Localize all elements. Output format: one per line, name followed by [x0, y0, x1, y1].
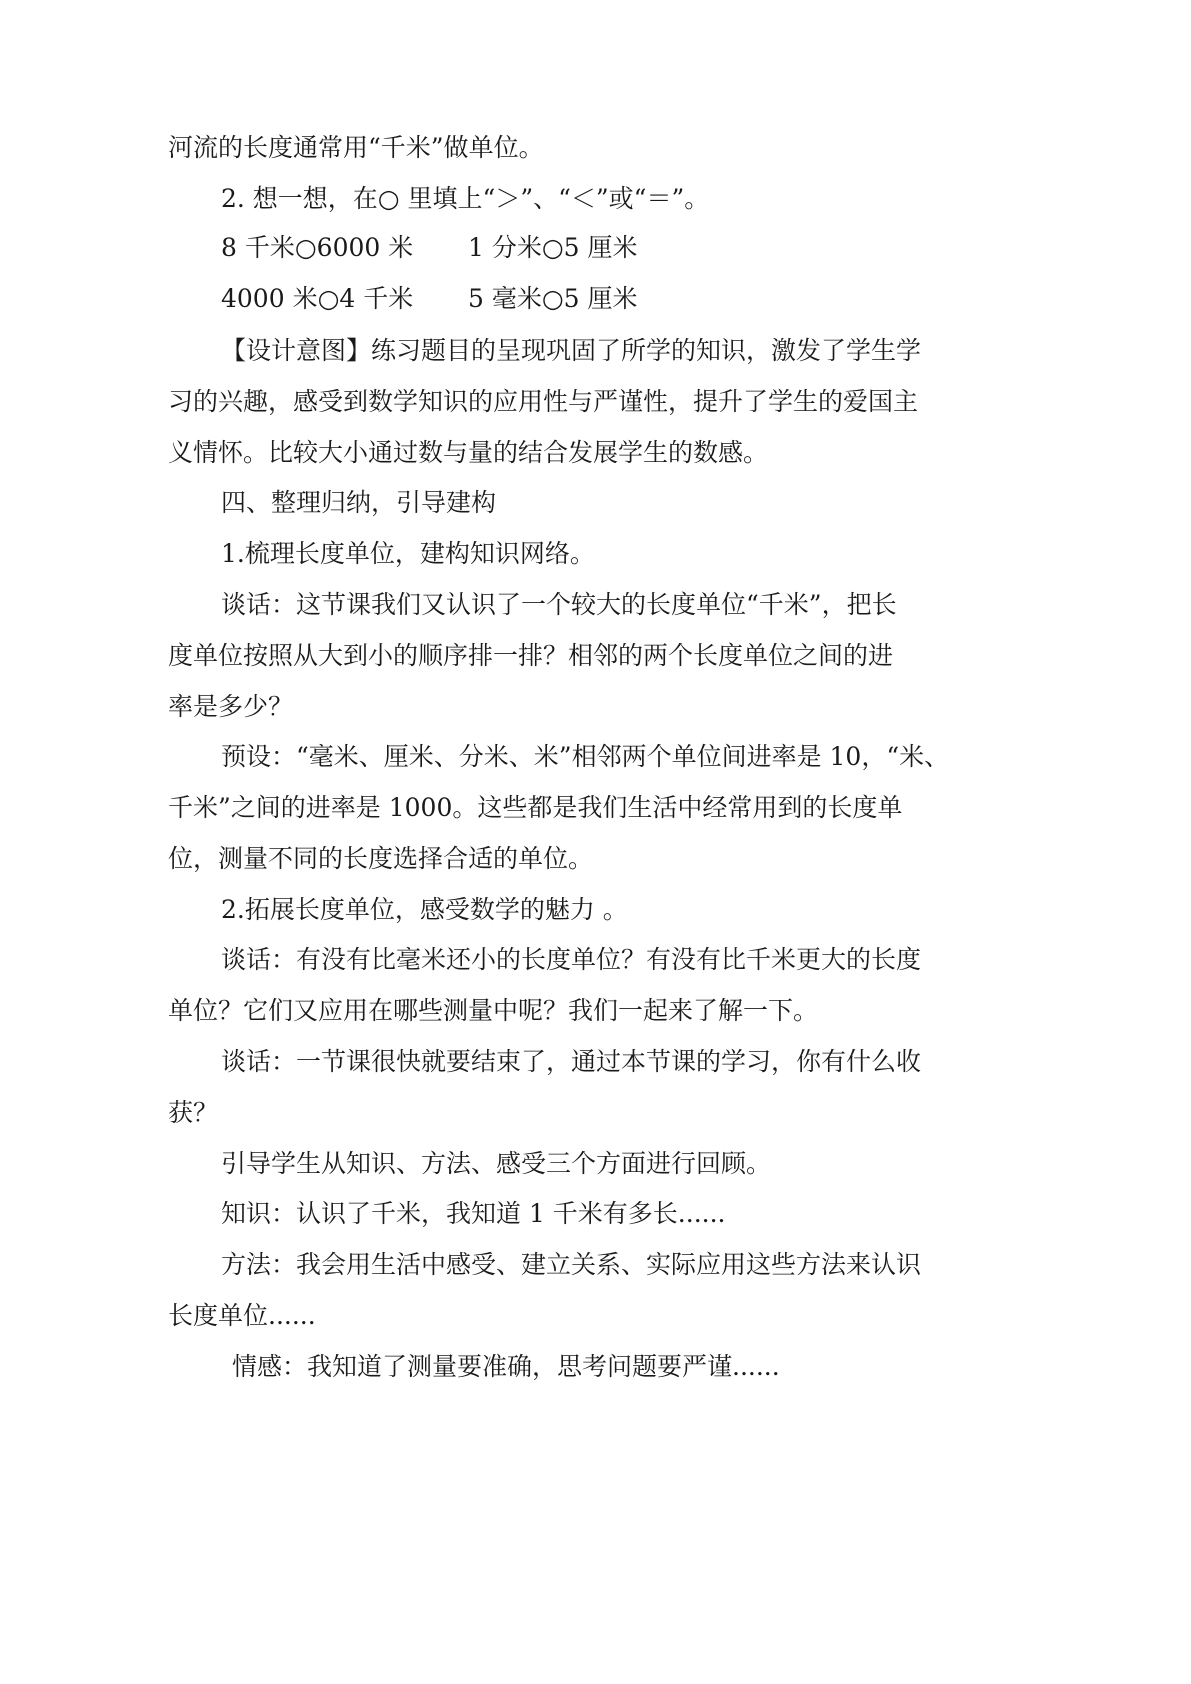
paragraph-line: 引导学生从知识、方法、感受三个方面进行回顾。 — [221, 1149, 772, 1178]
subsection-heading: 2.拓展长度单位，感受数学的魅力 。 — [221, 895, 628, 924]
paragraph-line: 位，测量不同的长度选择合适的单位。 — [168, 844, 594, 873]
paragraph-line: 率是多少？ — [168, 692, 294, 721]
paragraph-line: 知识：认识了千米，我知道 1 千米有多长...... — [221, 1199, 726, 1228]
paragraph-line: 预设：“毫米、厘米、分米、米”相邻两个单位间进率是 10，“米、 — [221, 742, 950, 771]
paragraph-line: 义情怀。比较大小通过数与量的结合发展学生的数感。 — [168, 438, 769, 467]
paragraph-line: 情感：我知道了测量要准确，思考问题要严谨...... — [232, 1352, 780, 1381]
paragraph-line: 河流的长度通常用“千米”做单位。 — [168, 133, 544, 162]
comparison-item: 8 千米○6000 米 — [221, 233, 414, 262]
paragraph-line: 长度单位...... — [168, 1301, 316, 1330]
subsection-heading: 1.梳理长度单位，建构知识网络。 — [221, 539, 595, 568]
section-heading: 四、整理归纳，引导建构 — [221, 488, 497, 517]
comparison-item: 1 分米○5 厘米 — [468, 233, 638, 262]
paragraph-line: 单位？它们又应用在哪些测量中呢？我们一起来了解一下。 — [168, 996, 819, 1025]
paragraph-line: 谈话：有没有比毫米还小的长度单位？有没有比千米更大的长度 — [221, 945, 922, 974]
paragraph-line: 习的兴趣，感受到数学知识的应用性与严谨性，提升了学生的爱国主 — [168, 387, 919, 416]
design-intent-line: 【设计意图】练习题目的呈现巩固了所学的知识，激发了学生学 — [221, 336, 922, 365]
paragraph-line: 谈话：这节课我们又认识了一个较大的长度单位“千米”，把长 — [221, 590, 897, 619]
paragraph-line: 千米”之间的进率是 1000。这些都是我们生活中经常用到的长度单 — [168, 793, 903, 822]
paragraph-line: 度单位按照从大到小的顺序排一排？相邻的两个长度单位之间的进 — [168, 641, 894, 670]
paragraph-line: 谈话：一节课很快就要结束了，通过本节课的学习，你有什么收 — [221, 1047, 922, 1076]
exercise-instruction: 2. 想一想，在○ 里填上“＞”、“＜”或“＝”。 — [221, 184, 710, 213]
comparison-item: 5 毫米○5 厘米 — [468, 284, 638, 313]
comparison-item: 4000 米○4 千米 — [221, 284, 414, 313]
paragraph-line: 获？ — [168, 1098, 219, 1127]
paragraph-line: 方法：我会用生活中感受、建立关系、实际应用这些方法来认识 — [221, 1250, 922, 1279]
